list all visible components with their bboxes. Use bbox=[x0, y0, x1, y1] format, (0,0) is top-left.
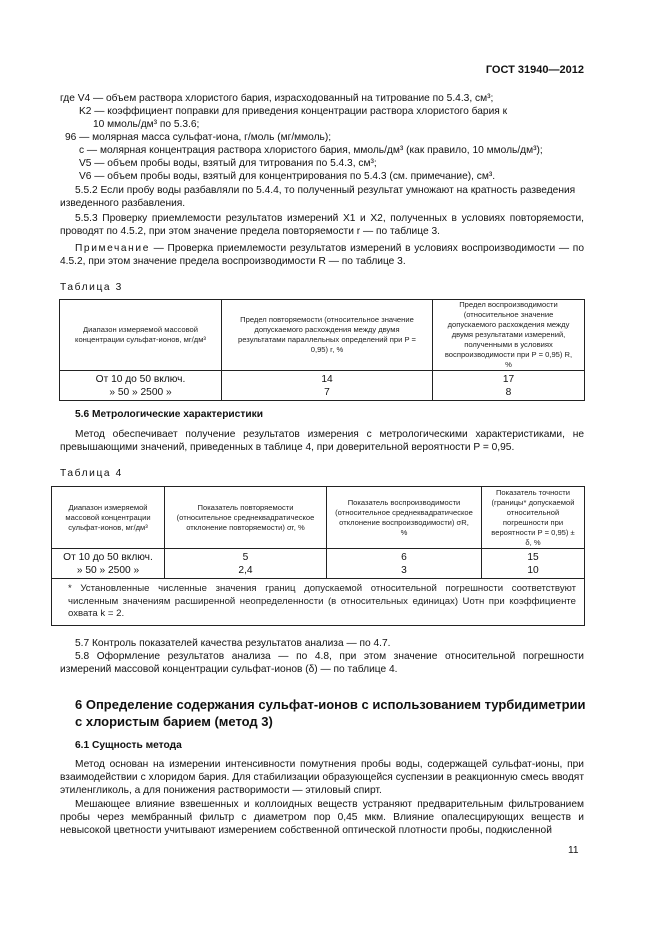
t4-footnote: * Установленные численные значения границ допускаемой относительной погрешности соответствуют численным значениям расширенной неопределенности (в относительных единицах) Uотн при коэффициенте охвата k = 2. bbox=[52, 579, 585, 626]
para-5-5-2: 5.5.2 Если пробу воды разбавляли по 5.4.4, то полученный результат умножают на кратность разведения bbox=[75, 185, 576, 196]
t4-cell: 6 bbox=[401, 552, 407, 563]
section-6-1-p1: Метод основан на измерении интенсивности помутнения пробы воды, содержащей сульфат-ионы, при взаимодействии с хлоридом бария. Для стабилизации образующейся суспензии в реакционную смесь вводят этиленгликоль, а для понижения растворимости — этиловый спирт. bbox=[60, 759, 584, 796]
t4-cell: 5 bbox=[242, 552, 249, 563]
def-c: c — молярная концентрация раствора хлористого бария, ммоль/дм³ (как правило, 10 ммоль/дм³); bbox=[79, 145, 543, 156]
table-3 bbox=[59, 299, 585, 401]
section-6-1-p2: Мешающее влияние взвешенных и коллоидных веществ устраняют предварительным фильтрованием пробы через мембранный фильтр с диаметром пор 0,45 мкм. Влияние опалесцирующих веществ и невысокой цветности учитывают измерением собственной оптической плотности пробы, подкисленной bbox=[60, 799, 584, 836]
t3-cell: » 50 » 2500 » bbox=[109, 387, 172, 398]
t3-cell: От 10 до 50 включ. bbox=[95, 374, 186, 385]
def-v5: V5 — объем пробы воды, взятый для титрования по 5.4.3, см³; bbox=[79, 158, 377, 169]
def-v6: V6 — объем пробы воды, взятый для концентрирования по 5.4.3 (см. примечание), см³. bbox=[79, 171, 496, 182]
para-5-5-2-cont: изведенного разбавления. bbox=[60, 198, 186, 209]
standard-header: ГОСТ 31940—2012 bbox=[485, 64, 584, 76]
page-number: 11 bbox=[568, 845, 579, 856]
table4-caption: Таблица 4 bbox=[60, 468, 123, 479]
note-text: — Проверка приемлемости результатов измерений в условиях воспроизводимости — по 4.5.2, при этом значение предела воспроизводимости R — по таблице 3. bbox=[60, 243, 584, 267]
t4-head-range: Диапазон измеряемой массовой концентрации сульфат-ионов, мг/дм³ bbox=[52, 487, 165, 549]
def-k2-cont: 10 ммоль/дм³ по 5.3.6; bbox=[93, 119, 200, 130]
t4-cell: 3 bbox=[401, 565, 407, 576]
def-v4: где V4 — объем раствора хлористого бария, израсходованный на титрование по 5.4.3, см³; bbox=[60, 93, 494, 104]
t4-cell: 15 bbox=[527, 552, 539, 563]
table3-caption: Таблица 3 bbox=[60, 282, 123, 293]
t4-col-sR bbox=[327, 549, 482, 579]
t4-cell: От 10 до 50 включ. bbox=[63, 552, 153, 563]
note-1 bbox=[60, 242, 584, 268]
t3-col-r bbox=[222, 371, 433, 401]
section-6-title: 6 Определение содержания сульфат-ионов с использованием турбидиметрии с хлористым барием (метод 3) bbox=[75, 697, 586, 729]
t3-cell: 17 bbox=[502, 374, 515, 385]
para-5-7: 5.7 Контроль показателей качества результатов анализа — по 4.7. bbox=[75, 638, 391, 649]
t3-head-range: Диапазон измеряемой массовой концентрации сульфат-ионов, мг/дм³ bbox=[60, 300, 222, 371]
t3-cell: 7 bbox=[324, 387, 330, 398]
t4-cell: 10 bbox=[527, 565, 539, 576]
def-96: 96 — молярная масса сульфат-иона, г/моль (мг/ммоль); bbox=[65, 132, 332, 143]
t4-head-sR: Показатель воспроизводимости (относительное среднеквадратическое отклонение воспроизводимости) σR, % bbox=[327, 487, 482, 549]
t3-col-R bbox=[433, 371, 585, 401]
t4-cell: » 50 » 2500 » bbox=[76, 565, 140, 576]
t4-col-delta bbox=[482, 549, 585, 579]
table-4 bbox=[51, 486, 585, 626]
t4-head-delta: Показатель точности (границы* допускаемой относительной погрешности при вероятности P = 0,95) ± δ, % bbox=[482, 487, 585, 549]
t3-cell: 14 bbox=[321, 374, 333, 385]
t4-cell: 2,4 bbox=[238, 565, 253, 576]
note-label: Примечание bbox=[75, 243, 150, 254]
section-5-6-text: Метод обеспечивает получение результатов измерения с метрологическими характеристиками, не превышающими значений, приведенных в таблице 4, при доверительной вероятности P = 0,95. bbox=[60, 429, 584, 453]
t3-col-range bbox=[60, 371, 222, 401]
t4-head-sr: Показатель повторяемости (относительное среднеквадратическое отклонение повторяемости) σr, % bbox=[165, 487, 327, 549]
t3-head-R: Предел воспроизводимости (относительное значение допускаемого расхождения между двумя результатами измерений, полученными в условиях воспроизводимости при P = 0,95) R, % bbox=[433, 300, 585, 371]
t4-col-sr bbox=[165, 549, 327, 579]
para-5-5-3: 5.5.3 Проверку приемлемости результатов измерений X1 и X2, полученных в условиях повторяемости, проводят по 4.5.2, при этом значение предела повторяемости r — по таблице 3. bbox=[60, 213, 584, 237]
def-k2: K2 — коэффициент поправки для приведения концентрации раствора хлористого бария к bbox=[79, 106, 508, 117]
para-5-8: 5.8 Оформление результатов анализа — по 4.8, при этом значение относительной погрешности измерений массовой концентрации сульфат-ионов (δ) — по таблице 4. bbox=[60, 651, 584, 675]
t3-head-r: Предел повторяемости (относительное значение допускаемого расхождения между двумя результатами параллельных определений при P = 0,95) r, % bbox=[222, 300, 433, 371]
section-5-6-title: 5.6 Метрологические характеристики bbox=[75, 409, 263, 420]
t3-cell: 8 bbox=[505, 387, 512, 398]
t4-col-range bbox=[52, 549, 165, 579]
section-6-1-title: 6.1 Сущность метода bbox=[75, 740, 182, 751]
